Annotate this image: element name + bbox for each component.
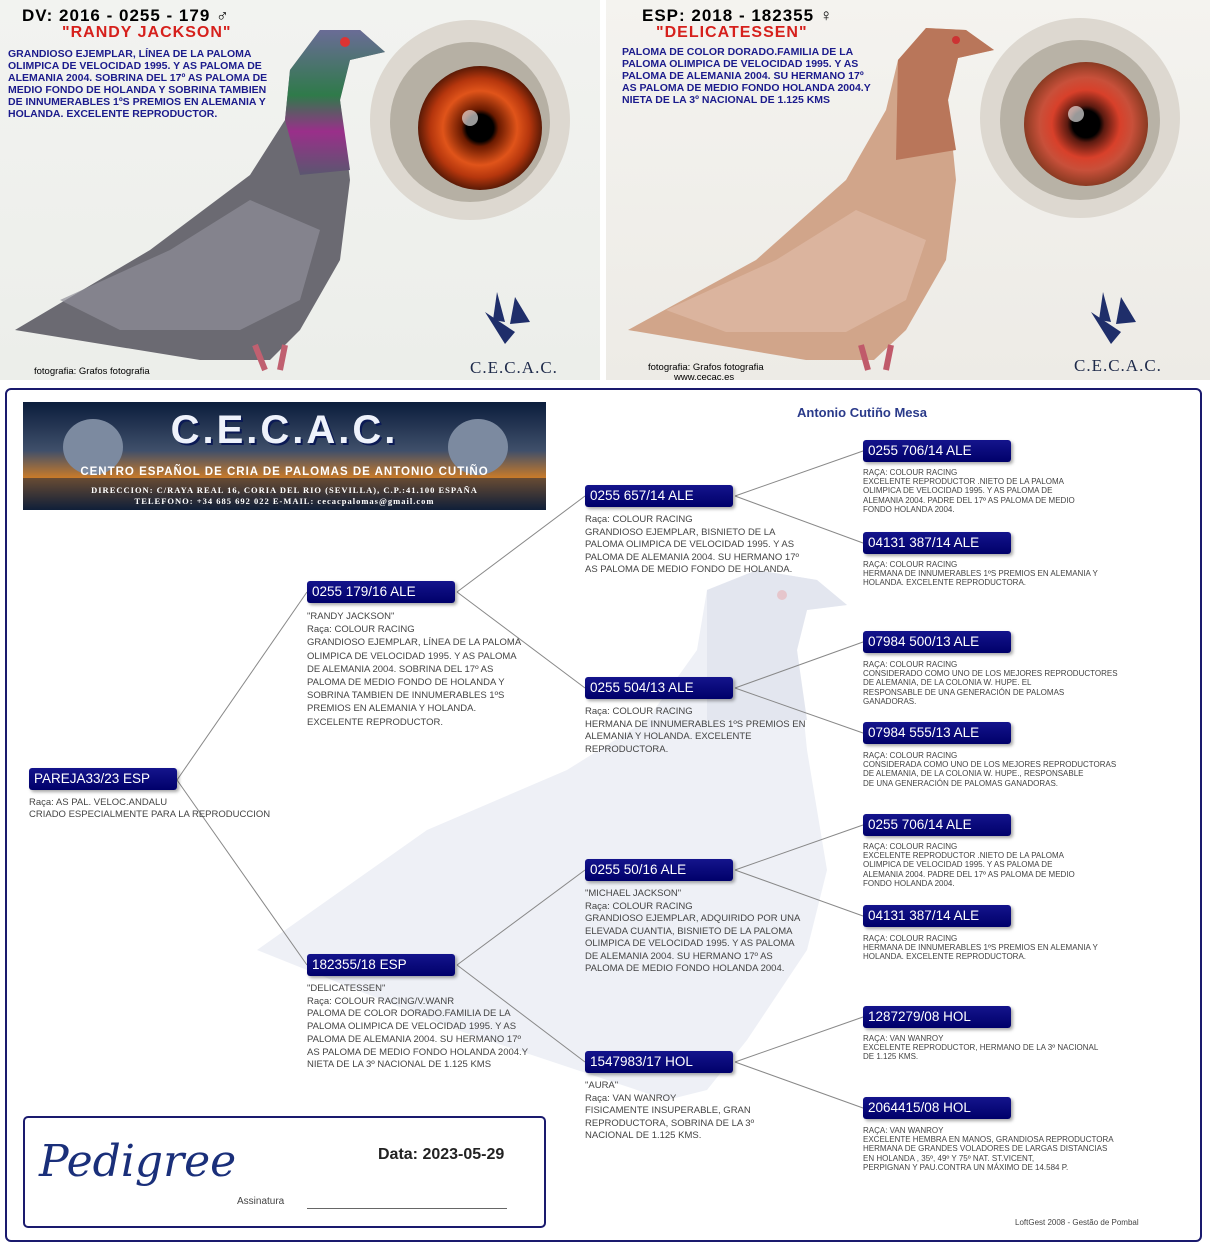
great-grandparent-1-details: RAÇA: COLOUR RACING EXCELENTE REPRODUCTOR .NIETO DE LA PALOMA OLIMPICA DE VELOCIDAD 1995. Y AS PALOMA DE ALEMANIA 2004. PADRE DEL 17º AS PALOMA DE MEDIO FONDO HOLANDA 2004. xyxy=(863,468,1075,514)
great-grandparent-3-ring-box[interactable]: 07984 500/13 ALE xyxy=(863,631,1011,653)
granddam-maternal-ring-box[interactable]: 1547983/17 HOL xyxy=(585,1051,733,1073)
great-grandparent-3-details: RAÇA: COLOUR RACING CONSIDERADO COMO UNO DE LOS MEJORES REPRODUCTORES DE ALEMANIA, DE LA COLONIA W. HUPE. EL RESPONSABLE DE UNA GENERACIÓN DE PALOMAS GANADORAS. xyxy=(863,660,1118,706)
great-grandparent-5-details: RAÇA: COLOUR RACING EXCELENTE REPRODUCTOR .NIETO DE LA PALOMA OLIMPICA DE VELOCIDAD 1995. Y AS PALOMA DE ALEMANIA 2004. PADRE DEL 17º AS PALOMA DE MEDIO FONDO HOLANDA 2004. xyxy=(863,842,1075,888)
subject-details: Raça: AS PAL. VELOC.ANDALU CRIADO ESPECIALMENTE PARA LA REPRODUCCION xyxy=(29,797,271,820)
photo-panel-sire xyxy=(0,0,600,380)
banner-address: DIRECCION: C/RAYA REAL 16, CORIA DEL RIO (SEVILLA), C.P.:41.100 ESPAÑA xyxy=(91,485,478,495)
great-grandparent-6-details: RAÇA: COLOUR RACING HERMANA DE INNUMERABLES 1ºS PREMIOS EN ALEMANIA Y HOLANDA. EXCELENTE REPRODUCTORA. xyxy=(863,934,1098,962)
pedigree-title: Pedigree xyxy=(39,1136,237,1187)
granddam-paternal-ring-box[interactable]: 0255 504/13 ALE xyxy=(585,677,733,699)
great-grandparent-5-ring-box[interactable]: 0255 706/14 ALE xyxy=(863,814,1011,836)
great-grandparent-2-ring-box[interactable]: 04131 387/14 ALE xyxy=(863,532,1011,554)
dam-ring-title: ESP: 2018 - 182355 ♀ xyxy=(642,6,834,25)
software-credit: LoftGest 2008 - Gestão de Pombal xyxy=(1015,1218,1139,1227)
sire-details: "RANDY JACKSON" Raça: COLOUR RACING GRANDIOSO EJEMPLAR, LÍNEA DE LA PALOMA OLIMPICA DE VELOCIDAD 1995. Y AS PALOMA DE ALEMANIA 2004. SOBRINA DEL 17º AS PALOMA DE MEDIO FONDO DE HOLANDA Y SOBRINA TAMBIEN DE INNUMERABLES 1ºS PREMIOS EN ALEMANIA Y HOLANDA. EXCELENTE REPRODUCTOR. xyxy=(307,611,522,728)
great-grandparent-4-details: RAÇA: COLOUR RACING CONSIDERADA COMO UNO DE LOS MEJORES REPRODUCTORAS DE ALEMANIA, DE LA COLONIA W. HUPE., RESPONSABLE DE UNA GENERACIÓN DE PALOMAS GANADORAS. xyxy=(863,751,1117,788)
dam-cecac-logo: C.E.C.A.C. xyxy=(1074,356,1162,375)
great-grandparent-7-details: RAÇA: VAN WANROY EXCELENTE REPRODUCTOR, HERMANO DE LA 3º NACIONAL DE 1.125 KMS. xyxy=(863,1034,1099,1062)
owner-name: Antonio Cutiño Mesa xyxy=(797,405,927,420)
pedigree-footer xyxy=(23,1116,546,1228)
cecac-banner xyxy=(23,402,546,510)
grandsire-paternal-details: Raça: COLOUR RACING GRANDIOSO EJEMPLAR, BISNIETO DE LA PALOMA OLIMPICA DE VELOCIDAD 1995. Y AS PALOMA DE ALEMANIA 2004. SU HERMANO 17º AS PALOMA DE MEDIO FONDO DE HOLANDA. xyxy=(585,514,799,575)
great-grandparent-2-details: RAÇA: COLOUR RACING HERMANA DE INNUMERABLES 1ºS PREMIOS EN ALEMANIA Y HOLANDA. EXCELENTE REPRODUCTORA. xyxy=(863,560,1098,588)
dam-ring-box[interactable]: 182355/18 ESP xyxy=(307,954,455,976)
sire-ring-title: DV: 2016 - 0255 - 179 ♂ xyxy=(22,6,230,25)
pedigree-date: Data: 2023-05-29 xyxy=(378,1146,505,1163)
dam-photo-credit: fotografia: Grafos fotografia xyxy=(648,362,764,373)
pedigree-sheet xyxy=(5,388,1202,1242)
sire-ring-box[interactable]: 0255 179/16 ALE xyxy=(307,581,455,603)
banner-subtitle: CENTRO ESPAÑOL DE CRIA DE PALOMAS DE ANTONIO CUTIÑO xyxy=(80,466,489,478)
grandsire-maternal-details: "MICHAEL JACKSON" Raça: COLOUR RACING GRANDIOSO EJEMPLAR, ADQUIRIDO POR UNA ELEVADA CUANTIA, BISNIETO DE LA PALOMA OLIMPICA DE VELOCIDAD 1995. Y AS PALOMA DE ALEMANIA 2004. SU HERMANO 17º AS PALOMA DE MEDIO FONDO HOLANDA 2004. xyxy=(585,888,801,974)
grandsire-maternal-ring-box[interactable]: 0255 50/16 ALE xyxy=(585,859,733,881)
banner-title: C.E.C.A.C. xyxy=(170,408,399,452)
dam-photo-url[interactable]: www.cecac.es xyxy=(674,372,735,380)
sire-photo-description: GRANDIOSO EJEMPLAR, LÍNEA DE LA PALOMA OLIMPICA DE VELOCIDAD 1995. Y AS PALOMA DE ALEMANIA 2004. SOBRINA DEL 17º AS PALOMA DE MEDIO FONDO DE HOLANDA Y SOBRINA TAMBIEN DE INNUMERABLES 1ºS PREMIOS EN ALEMANIA Y HOLANDA. EXCELENTE REPRODUCTOR. xyxy=(8,48,268,120)
great-grandparent-7-ring-box[interactable]: 1287279/08 HOL xyxy=(863,1006,1011,1028)
sire-name-title: "RANDY JACKSON" xyxy=(62,24,232,41)
banner-contact: TELEFONO: +34 685 692 022 E-MAIL: cecacpalomas@gmail.com xyxy=(134,496,435,506)
dam-name-title: "DELICATESSEN" xyxy=(656,24,808,41)
subject-ring-box[interactable]: PAREJA33/23 ESP xyxy=(29,768,177,790)
signature-line[interactable] xyxy=(307,1208,507,1209)
grandsire-paternal-ring-box[interactable]: 0255 657/14 ALE xyxy=(585,485,733,507)
granddam-maternal-details: "AURA" Raça: VAN WANROY FISICAMENTE INSUPERABLE, GRAN REPRODUCTORA, SOBRINA DE LA 3º NACIONAL DE 1.125 KMS. xyxy=(585,1080,755,1141)
great-grandparent-8-details: RAÇA: VAN WANROY EXCELENTE HEMBRA EN MANOS, GRANDIOSA REPRODUCTORA HERMANA DE GRANDES VOLADORES DE LARGAS DISTANCIAS EN HOLANDA , 35º, 49º Y 75º NAT. ST.VICENT, PERPIGNAN Y PAU.CONTRA UN MÁXIMO DE 14.584 P. xyxy=(863,1126,1114,1172)
sire-cecac-logo: C.E.C.A.C. xyxy=(470,358,558,377)
great-grandparent-6-ring-box[interactable]: 04131 387/14 ALE xyxy=(863,905,1011,927)
great-grandparent-8-ring-box[interactable]: 2064415/08 HOL xyxy=(863,1097,1011,1119)
dam-details: "DELICATESSEN" Raça: COLOUR RACING/V.WANR PALOMA DE COLOR DORADO.FAMILIA DE LA PALOMA OLIMPICA DE VELOCIDAD 1995. Y AS PALOMA DE ALEMANIA 2004. SU HERMANO 17º AS PALOMA DE MEDIO FONDO HOLANDA 2004.Y NIETA DE LA 3º NACIONAL DE 1.125 KMS xyxy=(307,983,529,1071)
great-grandparent-4-ring-box[interactable]: 07984 555/13 ALE xyxy=(863,722,1011,744)
signature-label: Assinatura xyxy=(237,1196,285,1207)
great-grandparent-1-ring-box[interactable]: 0255 706/14 ALE xyxy=(863,440,1011,462)
dam-photo-description: PALOMA DE COLOR DORADO.FAMILIA DE LA PALOMA OLIMPICA DE VELOCIDAD 1995. Y AS PALOMA DE ALEMANIA 2004. SU HERMANO 17º AS PALOMA DE MEDIO FONDO HOLANDA 2004.Y NIETA DE LA 3º NACIONAL DE 1.125 KMS xyxy=(622,46,871,106)
granddam-paternal-details: Raça: COLOUR RACING HERMANA DE INNUMERABLES 1ºS PREMIOS EN ALEMANIA Y HOLANDA. EXCELENTE REPRODUCTORA. xyxy=(585,706,806,755)
photo-panel-dam xyxy=(606,0,1210,380)
sire-photo-credit: fotografia: Grafos fotografia xyxy=(34,366,150,377)
